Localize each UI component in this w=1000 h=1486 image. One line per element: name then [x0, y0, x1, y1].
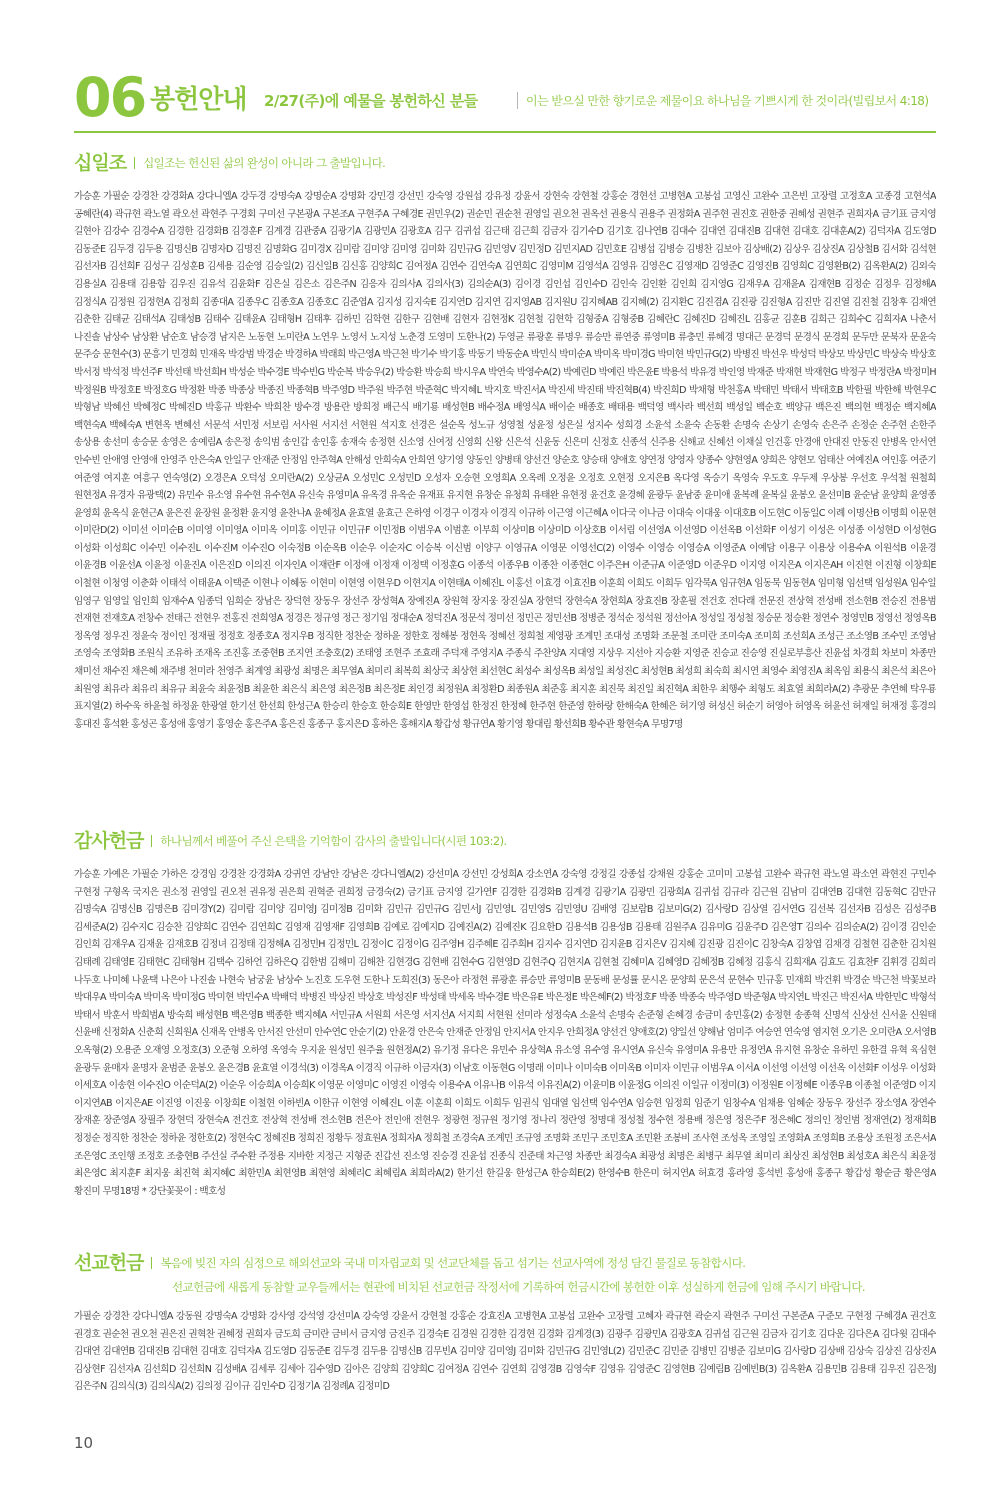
mission-section [74, 1250, 936, 1443]
section-title: 감사헌금 [74, 830, 144, 852]
section-subtitle: 십일조는 헌신된 삶의 완성이 아니라 그 출발입니다. [143, 156, 386, 170]
section-title: 십일조 [74, 152, 127, 174]
page-title: 봉헌안내 [150, 85, 247, 115]
header-verse: 이는 받으실 만한 향기로운 제물이요 하나님을 기쁘시게 한 것이라(빌립보서 4:18) [526, 94, 929, 108]
donor-name-list: 가승훈 가예은 가필순 가하은 강경임 강경찬 강경화A 강귀연 강남안 강남은 강다니엘A(2) 강선미A 강선민 강성희A 강소연A 강숙영 강정길 강종섭 강채원 강홍순 고미미 고봉섭 고완수 곽규현 곽노열 곽소연 곽현진 구민수 구현정 구형옥 국지은 권소정 권영일 권오천 권유정 권은희 권혁준 권희정 금경숙(2) 금기표 금지영 길가연F 김경한 김경화B 김계경 김광기A 김광민 김광희A 김귀섭 김규라 김근원 김남미 김대연B 김대현 김동혁C 김만규 김명숙A 김명신B 김명은B 김미경Y(2) 김미람 김미양 김미영J 김미정B 김미화 김민규 김민규G 김민서J 김민영L 김민영S 김민영U 김배영 김보람B 김보미G(2) 김사랑D 김상열 김서연G 김선복 김선자B 김성은 김성주B 김세준A(2) 김수지C 김승찬 김양희C 김연수 김연희C 김영재 김영재F 김영희B 김예로 김예지D 김예진A(2) 김예진K 김요한D 김용석B 김용성B 김용태 김원주A 김유미G 김윤주D 김은영T 김의수 김의순A(2) 김이경 김인순 김인희 김재우A 김재윤 김재호B 김정녀 김정태 김정해A 김정민H 김정민L 김정이C 김정이G 김주영H 김주혜E 김주희H 김지수 김지연D 김지윤B 김지은V 김지혜 김진광 김진이C 김창숙A 김창엽 김채경 김철현 김춘한 김치원 김태례 김태영E 김태현C 김태형H 김택수 김하언 김하은Q 김한범 김해미 김해찬 김현경G 김현배 김현수G 김현영D 김현주Q 김현지A 김현철 김혜미A 김혜영D 김혜정B 김혜정 김홍식 김희재A 김효도 김효찬F 김휘경 김희리 나두호 나미혜 나윤택 나은아 나진솔 나현숙 남궁윤 남상수 노진호 도우현 도한나 도희진(3) 동은아 라정현 류광훈 류승만 류영미B 문동배 문성률 문시온 문양희 문은석 문현수 민규홍 민재희 박건휘 박경순 박근천 박꽃보라 박대우A 박미숙A 박미옥 박미정G 박미현 박민수A 박배덕 박병진 박상진 박상호 박성진F 박성태 박세옥 박수경E 박은유E 박은정E 박은혜F(2) 박정호F 박종 박종숙 박주영D 박준형A 박지연L 박진근 박진서A 박한민C 박형석 박태서 박훈서 박희범A 방숙희 배성현B 백은영B 백종한 백지혜A 서민규A 서원희 서은영 서지선A 서지희 서현원 선미라 성정숙A 소윤석 손명숙 손준형 손혜경 송금미 송민홍(2) 송정현 송종혁 신명석 신상선 신서윤 신원태 신윤배 신정화A 신춘희 신희원A 신재옥 안병옥 안서진 안선미 안수연C 안순기(2) 안윤경 안은숙 안재준 안정임 안지서A 안지우 안희정A 양선건 양애호(2) 양일선 양해남 엄미주 여승연 연숙영 염지현 오기은 오미란A 오서영B 오옥형(2) 오용준 오재영 오정호(3) 오준형 오하영 옥영숙 우지윤 원성민 원주율 원현정A(2) 유기정 유다은 유민수 유상혁A 유소영 유수영 유시연A 유신숙 유영미A 유용만 유정연A 유지현 유창순 유하민 유한결 유혁 육심현 윤광두 윤매자 윤명자 윤범준 윤봉오 윤은경B 윤효열 이경석(3) 이경옥A 이경직 이규하 이금자(3) 이남호 이동현G 이명래 이미나 이미숙B 이미옥B 이미자 이민규 이범우A 이서A 이선영 이선영 이선옥 이선화F 이성우 이성화 이세호A 이송현 이수진O 이순덕A(2) 이순우 이승희A 이승희K 이영문 이영미C 이영진 이영숙 이용수A 이유나B 이유석 이유진A(2) 이윤미B 이윤정G 이의진 이일규 이정미(3) 이정원E 이정혜E 이종우B 이종철 이준영D 이지 이지연AB 이지은AE 이진영 이진웅 이창희E 이철현 이하빈A 이한규 이현영 이혜진L 이훈 이훈희 이희도 이희두 임권식 임대열 임선택 임수연A 임승현 임정희 임준기 임창수A 임채용 임혜순 장동우 장선주 장소영A 장연수 장재훈 장준영A 장필주 장현덕 장현숙A 전건호 전상혁 전성배 전소현B 전은아 전인애 전현우 정광현 정규원 정기영 정나리 정란영 정명대 정성철 정수현 정용배 정은영 정은주F 정은혜C 정의인 정인범 정재연(2) 정재희B 정정순 정직한 정찬순 정하윤 정한호(2) 정현숙C 정혜진B 정희진 정황두 정효원A 정희자A 정희철 조경숙A 조계민 조규영 조명화 조민구 조민호A 조민환 조봉비 조사현 조성옥 조영일 조영화A 조영희B 조용상 조원정 조은서A 조은영C 조인행 조정호 조충현B 주선실 주수환 주정용 지바한 지정근 지형준 진갑선 진소영 진승경 진윤섭 진종식 진준태 차근영 차종만 최경숙A 최광성 최명은 최병구 최무열 최미리 최상진 최성현B 최성호A 최은식 최윤정 최은영C 최지훈F 최지웅 최진혁 최지혜C 최한민A 최현영B 최현영 최혜리C 최혜림A 최희라A(2) 한기선 한길웅 한성근A 한승희E(2) 한영수B 한은미 허지연A 허효경 홍라영 홍석빈 홍성애 홍종구 황갑성 황순금 황은영A 황진미 무명18명 * 강단꽃꽂이 : 백호성 [74, 869, 936, 1197]
section-subtitle: 복음에 빚진 자의 심정으로 해외선교와 국내 미자립교회 및 선교단체를 돕고 섬기는 선교사역에 정성 담긴 물질로 동참합시다. [160, 1256, 746, 1270]
donor-name-list: 가승훈 가필순 강경찬 강경화A 강다니엘A 강두경 강명숙A 강명순A 강명화 강민경 강선민 강숙영 강원섭 강유정 강윤서 강현숙 강현철 강홍순 경현선 고병현A 고봉섭 고영신 고완수 고은빈 고장렬 고정호A 고종경 고현석A 공혜란(4) 곽규현 곽노열 곽오선 곽현주 구경회 구미선 구본광A 구본조A 구현주A 구혜경E 권민우(2) 권순민 권순천 권영일 권오천 권옥선 권용식 권용주 권정화A 권주현 권진호 권한중 권혜성 권현주 권희자A 금기표 금지영 길현아 김강수 김경수A 김경한 김경화B 김경훈F 김계경 김관중A 김광기A 김광민A 김광호A 김구 김귀섭 김근태 김근희 김금자 김기수D 김기호 김나연B 김대수 김대연 김대진B 김대현 김대호 김대훈A(2) 김덕자A 김도영D 김동준E 김두경 김두용 김명신B 김명자D 김명진 김명화G 김미경X 김미람 김미양 김미영 김미화 김민규G 김민영V 김민정D 김민지AD 김민호E 김병섭 김병승 김병찬 김보아 김상배(2) 김상우 김상진A 김상철B 김서화 김석현 김선자B 김선희F 김성구 김성훈B 김세용 김순영 김승일(2) 김신일B 김신홍 김양희C 김여정A 김연수 김연숙A 김연희C 김영미M 김영석A 김영유 김영은C 김영재D 김영준C 김영진B 김영희C 김영환B(2) 김옥환A(2) 김외숙 김용실A 김용태 김용함 김우진 김유석 김윤화F 김은실 김은소 김은주N 김응자 김의사A 김의사(3) 김의순A(3) 김이경 김인섭 김인수D 김인숙 김인환 김인희 김지영G 김재우A 김재윤A 김재현B 김정순 김정우 김정해A 김정식A 김정원 김정현A 김정희 김종대A 김종우C 김종호A 김종호C 김준엽A 김지성 김지숙E 김지연D 김지연 김지영AB 김지원U 김지혜AB 김지혜(2) 김지환C 김진겸A 김진광 김진형A 김진만 김진열 김진철 김창후 김채연 김춘한 김태균 김태석A 김태성B 김태수 김태윤A 김태형H 김태후 김하민 김학현 김한구 김현배 김현자 김현정K 김현철 김현학 김형중A 김형중B 김혜란C 김혜진D 김혜진L 김홍균 김훈B 김희근 김희수C 김희자A 나춘서 나진솔 남상수 남상환 남순호 남승경 남지은 노동현 노미란A 노연우 노영서 노지성 노춘경 도영미 도한나(2) 두영균 류광훈 류명우 류승만 류연중 류영미B 류충민 류혜경 명대근 문경덕 문경식 문경희 문두만 문북자 문윤숙 문주승 문현수(3) 문흥기 민경희 민재옥 박강범 박경순 박경하A 박래희 박근영A 박근천 박기수 박기홍 박동기 박동순A 박민식 박미순A 박미옥 박미경G 박미현 박민규G(2) 박병진 박선우 박성덕 박상모 박상민C 박상숙 박상호 박서정 박석정 박선주F 박선태 박선희H 박성순 박수경E 박수빈G 박순복 박승우(2) 박승환 박승희 박시우A 박연숙 박영수A(2) 박예린D 박예린 박은윤E 박용석 박유경 박인영 박재준 박재현 박재현G 박정구 박정란A 박정미H 박정원B 박정호E 박정호G 박정환 박종 박종상 박종진 박종혁B 박주영D 박주원 박주현 박준혁C 박지혜L 박지호 박진서A 박진세 박진태 박진혁B(4) 박진희D 박채형 박천홍A 박태민 박태서 박태호B 박한필 박한해 박현우C 박형남 박혜선 박혜정C 박혜진D 박홍규 박환수 박희찬 방수경 방용란 방희정 배근식 배기룡 배성현B 배수정A 배영식A 배이순 배종호 배태용 백덕영 백사라 백선희 백성일 백순호 백양규 백은진 백의현 백정순 백지혜A 백현숙A 백혜숙A 변현옥 변혜선 서문석 서민정 서보림 서사원 서지선 서현원 석지호 선경은 설순옥 성노규 성영철 성윤정 성은실 성지수 성희경 소윤석 소윤숙 손동환 손명숙 손상기 손영숙 손은주 손정순 손주현 손한주 송상용 송선미 송승문 송영은 송예림A 송은정 송익범 송인갑 송인홍 송재숙 송정현 신소영 신여정 신영희 신왕 신은석 신윤동 신은미 신정호 신종석 신주용 신해교 신혜선 이채실 인건홍 안경애 안대진 안동진 안병옥 안서연 안수빈 안애영 안영애 안영주 안은숙A 안일구 안재준 안정임 안주혁A 안해성 안희숙A 안희연 양기영 양동인 양병태 양선건 양순호 양승태 양애호 양연정 양영자 양종수 양현영A 양희은 양현모 엄태산 여예진A 여인홍 여준기 여준영 여지훈 여흥구 연숙영(2) 오경은A 오덕성 오미란A(2) 오상균A 오성민C 오성민D 오성자 오승현 오영희A 오옥례 오정윤 오정호 오현정 오지은B 옥다영 옥승기 옥영숙 우도호 우두제 우상봉 우선호 우석철 원철희 원현정A 유경자 유광택(2) 유민수 유소영 유수현 유수현A 유신숙 유영미A 유옥경 유옥순 유재표 유지현 유창순 유청희 유태완 유현정 윤건호 윤경혜 윤광두 윤남중 윤미애 윤복례 윤복실 윤봉오 윤선미B 윤순남 윤양희 윤영종 윤영희 윤옥식 윤현근A 윤은진 윤장원 윤정환 윤지영 윤찬나A 윤혜정A 윤효열 윤효근 은하영 이경구 이경자 이경직 이규하 이근영 이근혜A 이다국 이나금 이대숙 이대웅 이대호B 이도현C 이동일C 이례 이명산B 이명희 이문현 이미란D(2) 이미선 이미순B 이미영 이미영A 이미옥 이미홍 이민규 이민규F 이민정B 이범우A 이범훈 이부희 이상미B 이상미D 이상호B 이서림 이선영A 이선영D 이선옥B 이선화F 이성기 이성은 이성종 이성현D 이성현G 이성화 이성희C 이수민 이수진L 이수진M 이수진O 이숙정B 이순옥B 이순우 이순자C 이승복 이신범 이양구 이영규A 이영문 이영선C(2) 이영수 이영승 이영승A 이영준A 이예담 이용구 이용상 이용수A 이원석B 이윤경 이윤경B 이윤선A 이윤정 이윤진A 이은진D 이의진 이자인A 이재란F 이정애 이정재 이정택 이정훈G 이종석 이종우B 이종찬 이종현C 이주은H 이준규A 이준영D 이준우D 이지영 이지은A 이지은AH 이진현 이진형 이창희E 이철현 이청영 이춘화 이태석 이태윤A 이택준 이현나 이혜동 이현미 이현영 이현우D 이현지A 이현태A 이혜진L 이홍선 이효경 이효진B 이훈희 이희도 이희두 임각묵A 임규현A 임동묵 임동현A 임미형 임선택 임성원A 임수일 임영구 임영일 임인희 임재수A 임종덕 임희순 장남은 장덕현 장동우 장선주 장성혁A 장예진A 장원혁 장지웅 장진실A 장현덕 장현숙A 장현희A 장효진B 장훈필 전건호 전다래 전문진 전상혁 전성배 전소현B 전승진 전용범 전재현 전재호A 전창수 전태근 전현우 전홍진 전희영A 정경은 정규영 정근 정기임 정대순A 정덕진A 정문석 정미선 정민곤 정민선B 정병준 정석순 정석원 정선아A 정성일 정성철 정승문 정승환 정연수 정영민B 정영선 정영옥B 정옥영 정우진 정윤숙 정이인 정재필 정정호 정종호A 정지우B 정직한 정찬순 정하윤 정한호 정해봉 정현욱 정혜선 정희철 제영광 조계민 조대성 조명화 조문철 조미란 조미숙A 조미희 조선희A 조성근 조소영B 조수민 조영남 조영숙 조영화B 조원식 조유하 조재옥 조진홍 조중현B 조지연 조충호(2) 조태영 조현주 조효래 주덕재 주영지A 주종식 주찬양A 지대영 지상우 지선아 지승환 지영준 진승교 진승영 진실로부흥산 진윤섭 차경희 차보미 차종만 채미선 채수진 채은혜 채주병 천미라 천영주 최계영 최광성 최명은 최무열A 최미리 최복희 최상국 최상현 최선현C 최성수 최성옥B 최성일 최성진C 최성현B 최성희 최숙희 최시연 최영수 최영진A 최옥임 최용식 최은석 최은아 최원영 최유라 최유리 최유규 최윤숙 최윤정B 최윤한 최은식 최은영 최은정B 최은정E 최인경 최정원A 최정환D 최종원A 최준홍 최지훈 최진묵 최진일 최진혁A 최한우 최행수 최형도 최효열 최희라A(2) 추광문 추연혜 탁우룡 표지열(2) 하수욱 하윤철 하정윤 한광열 한기선 한선희 한성근A 한승리 한승호 한승희E 한영만 한영섭 한정진 한정혜 한주현 한준영 한하랑 한해숙A 한혜은 허기영 허성신 허순기 허영아 허영옥 허윤선 허재일 허재정 홍경의 홍대진 홍석환 홍성곤 홍성애 홍영기 홍영순 홍은주A 홍은진 홍종구 홍지은D 홍하은 홍해지A 황갑성 황규연A 황기영 황대림 황선희B 황수관 황현숙A 무명7명 [74, 191, 936, 730]
heading-divider [151, 835, 152, 847]
heading-divider [151, 1257, 152, 1269]
section-number: 06 [74, 66, 146, 129]
section-subtitle-2: 선교헌금에 새롭게 동참할 교우들께서는 현관에 비치된 선교헌금 작정서에 기록하여 헌금시간에 봉헌한 이후 성실하게 헌금에 임해 주시기 바랍니다. [172, 1280, 865, 1294]
thanksgiving-section [74, 828, 936, 1252]
section-heading [74, 150, 936, 178]
section-heading [74, 828, 936, 856]
page-number: 10 [74, 1434, 94, 1452]
page-header [74, 66, 936, 129]
section-heading [74, 1250, 936, 1298]
heading-divider [134, 157, 135, 169]
tithe-section [74, 150, 936, 746]
header-divider [517, 92, 518, 109]
offering-date-line: 2/27(주)에 예물을 봉헌하신 분들 [264, 92, 478, 110]
donor-name-list: 가필순 강경찬 강다니엘A 강동원 강명숙A 강명화 강사영 강석영 강선미A 강숙영 강윤서 강현철 강홍순 강효진A 고병현A 고봉섭 고완수 고장렬 고혜자 곽규현 곽순지 곽현주 구미선 구본준A 구준모 구현정 구혜경A 권건호 권경호 권순천 권오천 권은진 권혁찬 권혜정 권희자 금도희 금미란 금비서 금지영 금진주 김경숙E 김경원 김경한 김경현 김경화 김계경(3) 김광주 김광민A 김광호A 김귀섭 김근원 김금자 김기호 김다운 김다은A 김다윗 김대수 김대연 김대연B 김대진B 김대현 김대호 김덕자A 김도영D 김동준E 김두경 김두용 김명신B 김무빈A 김미양 김미영J 김미화 김민규G 김민영L(2) 김민준C 김민준 김병민 김병준 김보미G 김사랑D 김상배 김상숙 김상진 김상진A 김상현F 김선자A 김선희D 김선희N 김성배A 김세루 김세아 김수영D 김아은 김양희 김양희C 김여정A 김연수 김연희 김영경B 김영숙F 김영유 김영준C 김영현B 김예림B 김예빈B(3) 김옥환A 김용민B 김용태 김우진 김은정J 김은주N 김의식(3) 김의식A(2) 김의정 김이규 김인수D 김정기A 김정례A 김정미D [74, 1311, 936, 1393]
section-subtitle: 하나님께서 베풀어 주신 은택을 기억함이 감사의 출발입니다(시편 103:2). [160, 834, 507, 848]
header-rule [74, 131, 936, 133]
section-title: 선교헌금 [74, 1252, 144, 1274]
